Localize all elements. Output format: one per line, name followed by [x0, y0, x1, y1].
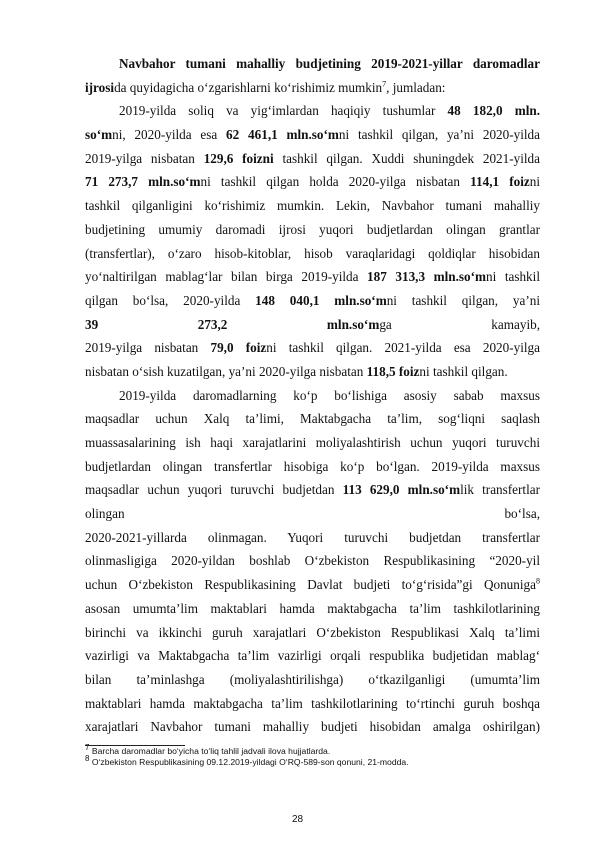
text-segment: ni tashkil qilgan, ya’ni 2020-yilda	[338, 127, 540, 143]
text-line	[85, 455, 540, 479]
text-line	[85, 692, 540, 716]
text-segment: xarajatlari Navbahor tumani mahalliy budjeti hisobidan amalga oshirilgan)	[85, 719, 540, 735]
text-segment: tashkil qilganligini ko‘rishimiz mumkin. Lekin, Navbahor tumani mahalliy	[85, 198, 540, 214]
text-line	[85, 218, 540, 242]
footnote-text: O‘zbekiston Respublikasining 09.12.2019-yildagi O‘RQ-589-son qonuni, 21-modda.	[89, 757, 409, 768]
text-segment: maktablari hamda maktabgacha ta’lim tashkilotlarining to‘rtinchi guruh boshqa	[85, 695, 540, 711]
text-segment: maqsadlar uchun Xalq ta’limi, Maktabgacha ta’lim, sog‘liqni saqlash	[85, 411, 540, 427]
text-line	[85, 644, 540, 668]
text-segment: , jumladan:	[386, 79, 446, 95]
text-line	[85, 526, 540, 550]
text-segment: lik transfertlar	[460, 482, 540, 498]
text-line	[85, 242, 540, 266]
text-line	[85, 407, 540, 431]
text-segment: ni tashkil qilgan. 2021-yilda esa 2020-yilga	[266, 340, 540, 356]
bold-text: 39 273,2 mln.so‘m	[85, 316, 380, 332]
text-line	[85, 313, 540, 337]
bold-text: 114,1 foiz	[470, 174, 530, 190]
text-segment: budjetining umumiy daromadi ijrosi yuqori budjetlardan olingan grantlar	[85, 221, 540, 237]
text-line	[85, 597, 540, 621]
text-line	[85, 147, 540, 171]
bold-text: 118,5 foiz	[366, 363, 420, 379]
text-segment: 2019-yilga nisbatan	[85, 150, 204, 166]
text-segment: asosan umumta’lim maktablari hamda maktabgacha ta’lim tashkilotlarining	[85, 600, 540, 616]
footnote-number: 7	[85, 743, 90, 753]
bold-text: 48 182,0 mln.	[447, 103, 540, 119]
text-line	[85, 502, 540, 526]
bold-text: 71 273,7 mln.so‘m	[85, 174, 201, 190]
text-segment: maqsadlar uchun yuqori turuvchi budjetdan	[85, 482, 343, 498]
footnote	[85, 743, 540, 758]
document-body	[85, 52, 540, 769]
text-segment: 2019-yilda soliq va yig‘imlardan haqiqiy tushumlar	[119, 103, 448, 119]
text-segment: 2019-yilda daromadlarning ko‘p bo‘lishiga asosiy sabab maxsus	[119, 387, 540, 403]
text-line	[85, 336, 540, 360]
text-segment: nisbatan o‘sish kuzatilgan, ya’ni 2020-yilga nisbatan	[85, 363, 367, 379]
text-segment: birinchi va ikkinchi guruh xarajatlari O‘zbekiston Respublikasi Xalq ta’limi	[85, 624, 540, 640]
text-line	[85, 715, 540, 739]
text-segment: tashkil qilgan. Xuddi shuningdek 2021-yilda	[273, 150, 540, 166]
text-line	[85, 384, 540, 408]
text-segment: 2019-yilga nisbatan	[85, 340, 211, 356]
text-segment: uchun O‘zbekiston Respublikasining Davlat budjeti to‘g‘risida”gi Qonuniga	[85, 577, 536, 593]
bold-text: 62 461,1 mln.so‘m	[226, 127, 339, 143]
text-segment: vazirligi va Maktabgacha ta’lim vazirligi orqali respublika budjetidan mablag‘	[85, 648, 540, 664]
text-segment: ni tashkil qilgan holda 2020-yilga nisbatan	[200, 174, 471, 190]
text-line	[85, 52, 540, 76]
bold-text: 187 313,3 mln.so‘m	[367, 269, 486, 285]
text-segment: ni tashkil qilgan, ya’ni	[386, 292, 540, 308]
text-line	[85, 573, 540, 597]
text-segment: olinmasligiga 2020-yildan boshlab O‘zbekiston Respublikasining “2020-yil	[85, 553, 540, 569]
bold-text: 79,0 foiz	[210, 340, 267, 356]
bold-text: ijrosi	[85, 79, 115, 95]
footnote-ref: 7	[382, 79, 387, 89]
footnote-ref: 8	[536, 576, 540, 586]
text-segment: 2020-2021-yillarda olinmagan. Yuqori turuvchi budjetdan transfertlar	[85, 529, 540, 545]
bold-text: 129,6 foizni	[203, 150, 274, 166]
text-line	[85, 621, 540, 645]
text-line	[85, 123, 540, 147]
text-line	[85, 99, 540, 123]
text-segment: ga kamayib,	[379, 316, 540, 332]
text-segment: budjetlardan olingan transfertlar hisobiga ko‘p bo‘lgan. 2019-yilda maxsus	[85, 458, 540, 474]
footnote-number: 8	[85, 754, 90, 764]
main-text	[85, 52, 540, 739]
text-line	[85, 668, 540, 692]
text-segment: (transfertlar), o‘zaro hisob-kitoblar, hisob varaqlaridagi qoldiqlar hisobidan	[85, 245, 540, 261]
footnotes	[85, 743, 540, 769]
text-line	[85, 265, 540, 289]
page-number: 28	[291, 814, 304, 825]
text-segment: ni tashkil	[486, 269, 540, 285]
text-segment: ni	[529, 174, 540, 190]
footnote-text: Barcha daromadlar bo‘yicha to‘liq tahlil jadvali ilova hujjatlarda.	[89, 745, 331, 756]
text-line	[85, 76, 540, 100]
text-segment: ni tashkil qilgan.	[419, 363, 508, 379]
bold-text: Navbahor tumani mahalliy budjetining 2019-2021-yillar daromadlar	[119, 56, 540, 71]
text-segment: ni, 2020-yilda esa	[112, 127, 227, 143]
bold-text: so‘m	[85, 127, 113, 143]
footnote	[85, 754, 540, 769]
text-line	[85, 289, 540, 313]
text-line	[85, 431, 540, 455]
text-line	[85, 194, 540, 218]
text-segment: yo‘naltirilgan mablag‘lar bilan birga 2019-yilda	[85, 269, 368, 285]
text-line	[85, 360, 540, 384]
bold-text: 148 040,1 mln.so‘m	[255, 292, 387, 308]
text-line	[85, 170, 540, 194]
text-segment: qilgan bo‘lsa, 2020-yilda	[85, 292, 256, 308]
text-segment: muassasalarining ish haqi xarajatlarini moliyalashtirish uchun yuqori turuvchi	[85, 435, 540, 450]
bold-text: 113 629,0 mln.so‘m	[342, 482, 461, 498]
text-segment: da quyidagicha o‘zgarishlarni ko‘rishimiz mumkin	[114, 79, 383, 95]
text-line	[85, 549, 540, 573]
text-segment: olingan bo‘lsa,	[85, 506, 540, 522]
text-segment: bilan ta’minlashga (moliyalashtirilishga) o‘tkazilganligi (umumta’lim	[85, 671, 540, 687]
text-line	[85, 478, 540, 502]
